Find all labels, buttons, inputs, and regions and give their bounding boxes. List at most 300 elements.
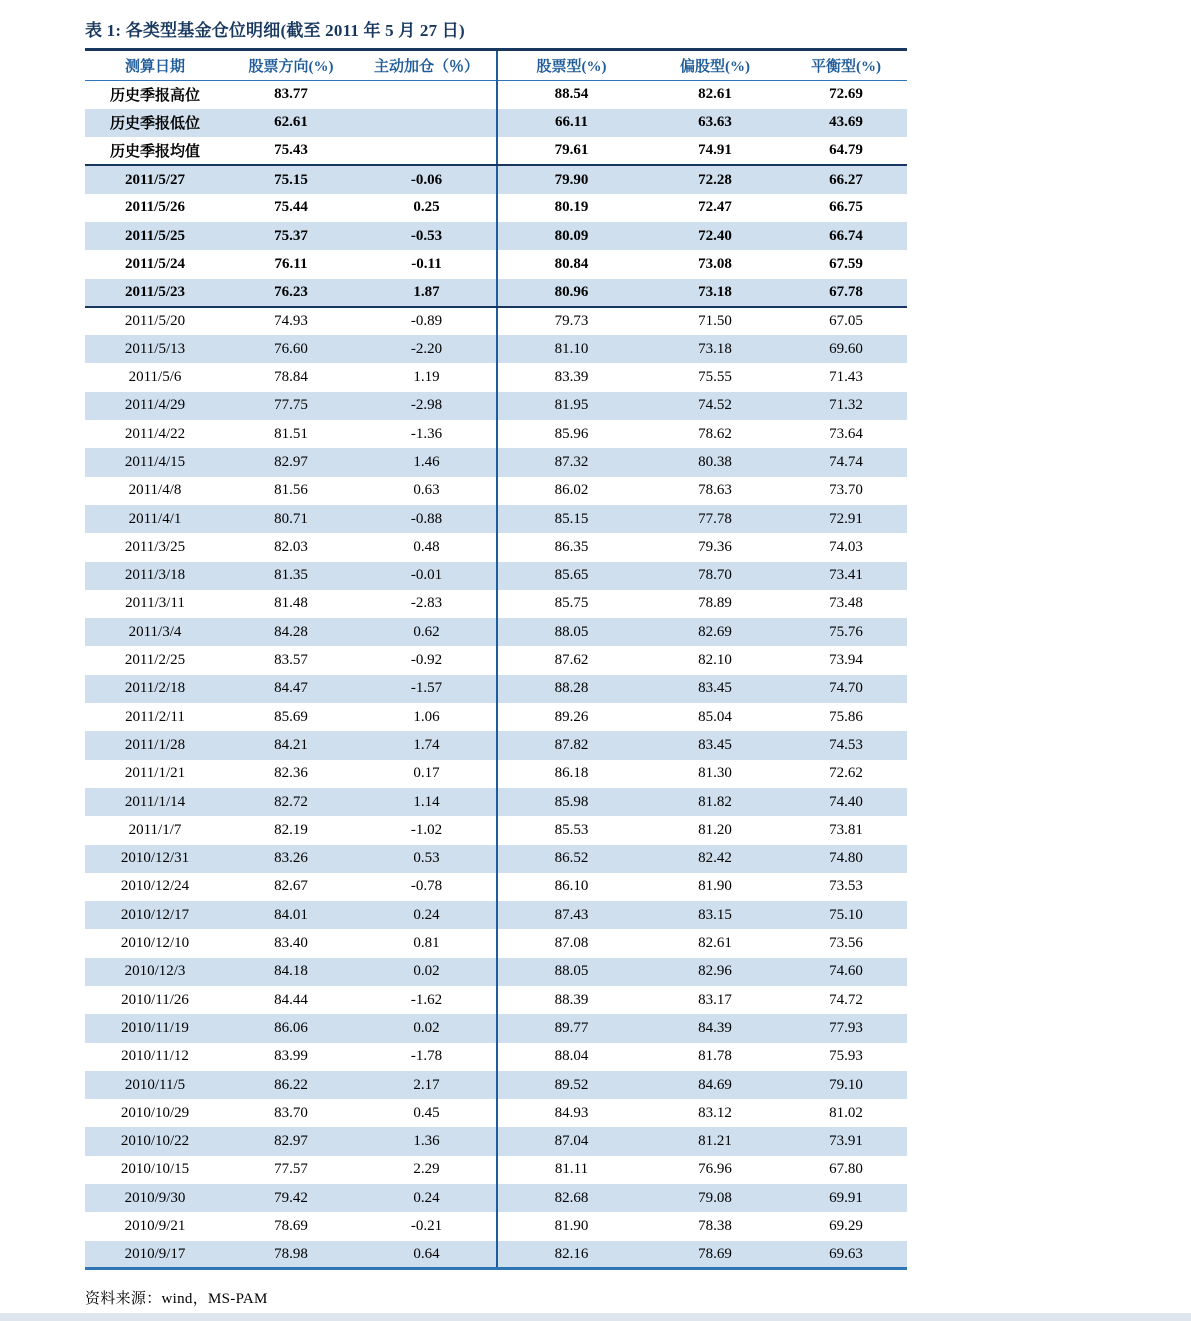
value-cell: 80.84 [554, 255, 589, 272]
value-cell: 82.16 [497, 1241, 645, 1269]
value-cell: 75.44 [274, 199, 308, 216]
value-cell: 83.26 [225, 845, 357, 873]
date-cell: 2011/5/25 [85, 222, 225, 250]
value-cell: 89.77 [497, 1014, 645, 1042]
value-cell: 76.96 [698, 1161, 732, 1178]
value-cell: 72.69 [829, 86, 863, 103]
value-cell: 82.10 [698, 652, 732, 669]
value-cell: 85.69 [274, 708, 308, 725]
date-cell: 2011/5/27 [85, 165, 225, 193]
value-cell: 86.18 [554, 765, 589, 782]
table-row [85, 81, 907, 109]
value-cell: -0.21 [357, 1212, 497, 1240]
value-cell: 62.61 [225, 109, 357, 137]
date-cell: 2011/1/21 [124, 765, 186, 782]
value-cell [357, 109, 497, 137]
date-cell: 2010/12/17 [85, 901, 225, 929]
date-cell: 2010/9/30 [85, 1184, 225, 1212]
value-cell: -0.01 [357, 562, 497, 590]
value-cell: 83.57 [274, 652, 308, 669]
value-cell: 83.77 [274, 86, 308, 103]
table-title: 表 1: 各类型基金仓位明细(截至 2011 年 5 月 27 日) [85, 21, 465, 40]
value-cell: 78.63 [698, 482, 732, 499]
value-cell: 71.43 [829, 369, 863, 386]
date-cell: 2011/2/25 [124, 652, 186, 669]
value-cell: 81.30 [698, 765, 732, 782]
value-cell: 76.23 [225, 279, 357, 307]
date-cell: 2010/10/22 [85, 1127, 225, 1155]
value-cell: 1.87 [357, 279, 497, 307]
value-cell: 83.12 [698, 1104, 732, 1121]
value-cell: 66.75 [829, 199, 863, 216]
table-row [85, 675, 907, 703]
value-cell: 88.05 [497, 958, 645, 986]
value-cell: 0.53 [357, 845, 497, 873]
value-cell: 79.08 [645, 1184, 785, 1212]
value-cell: 74.74 [785, 448, 907, 476]
value-cell: 85.15 [497, 505, 645, 533]
table-row [85, 562, 907, 590]
table-row [85, 1212, 907, 1240]
table-row [85, 307, 907, 335]
value-cell: 72.28 [645, 165, 785, 193]
value-cell: 77.57 [274, 1161, 308, 1178]
date-cell: 2011/1/28 [85, 731, 225, 759]
value-cell: 72.62 [829, 765, 863, 782]
value-cell: 72.47 [698, 199, 732, 216]
table-row [85, 533, 907, 561]
date-cell: 2010/12/3 [85, 958, 225, 986]
value-cell: 73.18 [645, 279, 785, 307]
value-cell: -0.88 [357, 505, 497, 533]
date-cell: 2011/3/11 [125, 595, 185, 612]
value-cell: 74.40 [785, 788, 907, 816]
value-cell: 0.64 [357, 1241, 497, 1269]
value-cell: 79.10 [785, 1071, 907, 1099]
table-row [85, 448, 907, 476]
value-cell: 82.61 [698, 86, 732, 103]
value-cell: 67.05 [829, 313, 863, 330]
value-cell: 79.90 [497, 165, 645, 193]
value-cell: 74.72 [829, 991, 863, 1008]
date-cell: 2010/12/24 [120, 878, 190, 895]
column-header: 偏股型(%) [645, 50, 785, 81]
value-cell: 63.63 [645, 109, 785, 137]
value-cell: 75.93 [829, 1048, 863, 1065]
table-row [85, 477, 907, 505]
table-row [85, 760, 907, 788]
value-cell: 78.98 [225, 1241, 357, 1269]
report-table-section [85, 14, 907, 1308]
value-cell: 87.43 [497, 901, 645, 929]
value-cell: 74.93 [274, 313, 308, 330]
table-row [85, 929, 907, 957]
value-cell: 81.48 [274, 595, 308, 612]
value-cell: 74.60 [785, 958, 907, 986]
value-cell: 86.06 [225, 1014, 357, 1042]
table-row [85, 788, 907, 816]
value-cell: 79.61 [497, 137, 645, 165]
value-cell: 0.62 [357, 618, 497, 646]
value-cell: 84.01 [225, 901, 357, 929]
table-row [85, 986, 907, 1014]
value-cell: 81.10 [497, 335, 645, 363]
value-cell: 85.75 [554, 595, 589, 612]
value-cell: 1.74 [357, 731, 497, 759]
date-cell: 2011/5/23 [85, 279, 225, 307]
value-cell: 86.52 [497, 845, 645, 873]
value-cell: 83.40 [274, 935, 308, 952]
value-cell: 82.03 [274, 538, 308, 555]
value-cell: 2.17 [357, 1071, 497, 1099]
date-cell: 2011/4/8 [128, 482, 182, 499]
value-cell [357, 137, 497, 165]
value-cell: 69.29 [829, 1218, 863, 1235]
value-cell: -1.02 [357, 816, 497, 844]
value-cell: 87.32 [497, 448, 645, 476]
value-cell: 75.10 [785, 901, 907, 929]
value-cell: 84.44 [274, 991, 308, 1008]
value-cell: 82.36 [274, 765, 308, 782]
value-cell: 0.17 [357, 760, 497, 788]
date-cell: 2011/4/15 [85, 448, 225, 476]
value-cell: 88.39 [554, 991, 589, 1008]
value-cell: 75.43 [225, 137, 357, 165]
date-cell: 2011/2/18 [85, 675, 225, 703]
table-row [85, 137, 907, 165]
value-cell: 72.91 [785, 505, 907, 533]
date-cell: 2011/5/26 [124, 199, 185, 216]
value-cell: 77.75 [225, 392, 357, 420]
column-header: 测算日期 [85, 50, 225, 81]
value-cell: 82.96 [645, 958, 785, 986]
date-cell: 2011/5/6 [128, 369, 182, 386]
value-cell: 79.36 [698, 538, 732, 555]
value-cell: -0.92 [357, 646, 497, 674]
value-cell: 86.10 [554, 878, 589, 895]
value-cell: 74.52 [645, 392, 785, 420]
table-row [85, 1014, 907, 1042]
table-row [85, 958, 907, 986]
value-cell: 81.11 [554, 1161, 589, 1178]
date-cell: 2010/11/19 [85, 1014, 225, 1042]
value-cell: 83.99 [274, 1048, 308, 1065]
page-bottom-strip [0, 1313, 1191, 1321]
value-cell: 83.45 [645, 675, 785, 703]
value-cell: 82.69 [645, 618, 785, 646]
value-cell: 84.28 [225, 618, 357, 646]
value-cell: 85.96 [554, 425, 589, 442]
table-row [85, 590, 907, 618]
value-cell: 73.53 [829, 878, 863, 895]
value-cell: 84.47 [225, 675, 357, 703]
value-cell: 75.37 [225, 222, 357, 250]
table-row [85, 335, 907, 363]
value-cell: 86.22 [225, 1071, 357, 1099]
table-row [85, 363, 907, 391]
source-note: 资料来源：wind，MS-PAM [85, 1291, 268, 1308]
value-cell: 76.11 [274, 255, 308, 272]
value-cell: -2.83 [357, 590, 497, 618]
value-cell: 2.29 [357, 1156, 497, 1184]
table-row [85, 1071, 907, 1099]
table-row [85, 165, 907, 193]
table-row [85, 109, 907, 137]
table-row [85, 1127, 907, 1155]
table-row [85, 392, 907, 420]
table-row [85, 505, 907, 533]
value-cell: 85.53 [554, 821, 589, 838]
value-cell: -1.57 [357, 675, 497, 703]
value-cell: 88.04 [554, 1048, 589, 1065]
date-cell: 历史季报低位 [85, 109, 225, 137]
value-cell: 85.65 [497, 562, 645, 590]
table-row [85, 250, 907, 278]
value-cell: 66.74 [785, 222, 907, 250]
value-cell: 86.35 [554, 538, 589, 555]
date-cell: 2011/5/20 [124, 313, 186, 330]
value-cell: 79.42 [225, 1184, 357, 1212]
value-cell: 77.78 [645, 505, 785, 533]
fund-position-table [85, 48, 907, 1270]
date-cell: 2010/10/29 [120, 1104, 190, 1121]
date-cell: 2011/2/11 [125, 708, 185, 725]
date-cell: 2011/4/22 [124, 425, 186, 442]
date-cell: 2011/3/4 [85, 618, 225, 646]
value-cell: 78.62 [698, 425, 732, 442]
value-cell: 74.03 [829, 538, 863, 555]
value-cell: 78.70 [645, 562, 785, 590]
value-cell: 81.02 [829, 1104, 863, 1121]
date-cell: 2011/4/1 [85, 505, 225, 533]
column-header: 股票方向(%) [225, 50, 357, 81]
value-cell: 82.67 [274, 878, 308, 895]
date-cell: 历史季报高位 [109, 88, 200, 105]
table-row [85, 420, 907, 448]
value-cell: 82.97 [225, 448, 357, 476]
value-cell: 0.81 [357, 929, 497, 957]
column-header: 平衡型(%) [785, 50, 907, 81]
value-cell: 75.86 [829, 708, 863, 725]
value-cell: 81.90 [554, 1218, 589, 1235]
value-cell: 83.45 [645, 731, 785, 759]
value-cell: 82.19 [274, 821, 308, 838]
value-cell: 1.19 [357, 363, 497, 391]
table-header [85, 50, 907, 81]
date-cell: 2010/10/15 [120, 1161, 190, 1178]
value-cell: 78.69 [274, 1218, 308, 1235]
table-row [85, 1184, 907, 1212]
value-cell: 81.78 [698, 1048, 732, 1065]
value-cell: 83.15 [645, 901, 785, 929]
table-row [85, 222, 907, 250]
value-cell: 73.18 [645, 335, 785, 363]
value-cell: 87.04 [497, 1127, 645, 1155]
value-cell: 1.46 [357, 448, 497, 476]
value-cell: 84.39 [645, 1014, 785, 1042]
value-cell: 85.98 [497, 788, 645, 816]
date-cell: 2011/5/13 [85, 335, 225, 363]
value-cell: 78.38 [698, 1218, 732, 1235]
value-cell: 0.24 [357, 1184, 497, 1212]
date-cell: 2011/4/29 [85, 392, 225, 420]
value-cell [357, 81, 497, 109]
table-row [85, 901, 907, 929]
value-cell: 81.35 [225, 562, 357, 590]
value-cell: 76.60 [225, 335, 357, 363]
value-cell: -1.36 [357, 420, 497, 448]
value-cell: -2.98 [357, 392, 497, 420]
header-row [85, 50, 907, 81]
value-cell: 77.93 [785, 1014, 907, 1042]
table-body [85, 81, 907, 1269]
value-cell: 73.08 [698, 255, 732, 272]
value-cell: 81.90 [698, 878, 732, 895]
date-cell: 2010/11/5 [85, 1071, 225, 1099]
value-cell: 0.24 [357, 901, 497, 929]
value-cell: 82.97 [225, 1127, 357, 1155]
value-cell: 86.02 [554, 482, 589, 499]
value-cell: 84.21 [225, 731, 357, 759]
value-cell: 0.63 [357, 477, 497, 505]
value-cell: 87.82 [497, 731, 645, 759]
date-cell: 2010/12/31 [85, 845, 225, 873]
value-cell: 88.28 [497, 675, 645, 703]
value-cell: 74.80 [785, 845, 907, 873]
value-cell: 73.94 [829, 652, 863, 669]
table-row [85, 1043, 907, 1071]
date-cell: 2010/11/26 [121, 991, 189, 1008]
column-header: 股票型(%) [497, 50, 645, 81]
value-cell: 69.63 [785, 1241, 907, 1269]
date-cell: 历史季报均值 [85, 137, 225, 165]
value-cell: 73.56 [829, 935, 863, 952]
date-cell: 2010/11/12 [121, 1048, 189, 1065]
value-cell: 84.18 [225, 958, 357, 986]
table-row [85, 731, 907, 759]
value-cell: 80.71 [225, 505, 357, 533]
value-cell: 0.48 [357, 533, 497, 561]
value-cell: 80.09 [497, 222, 645, 250]
value-cell: 80.19 [554, 199, 589, 216]
value-cell: 73.81 [829, 821, 863, 838]
value-cell: -0.78 [357, 873, 497, 901]
table-row [85, 816, 907, 844]
date-cell: 2011/3/18 [85, 562, 225, 590]
table-row [85, 1099, 907, 1127]
date-cell: 2010/12/10 [120, 935, 190, 952]
value-cell: 84.69 [645, 1071, 785, 1099]
value-cell: 71.32 [785, 392, 907, 420]
value-cell: 87.08 [554, 935, 589, 952]
date-cell: 2011/1/14 [85, 788, 225, 816]
value-cell: 83.17 [698, 991, 732, 1008]
value-cell: 69.91 [785, 1184, 907, 1212]
value-cell: 85.04 [698, 708, 732, 725]
value-cell: 88.54 [554, 86, 589, 103]
value-cell: 66.27 [785, 165, 907, 193]
value-cell: 73.41 [785, 562, 907, 590]
value-cell: -0.06 [357, 165, 497, 193]
value-cell: 82.61 [698, 935, 732, 952]
table-row [85, 1156, 907, 1184]
value-cell: 74.53 [785, 731, 907, 759]
value-cell: 78.84 [274, 369, 308, 386]
value-cell: -0.53 [357, 222, 497, 250]
value-cell: 81.95 [497, 392, 645, 420]
date-cell: 2011/3/25 [124, 538, 186, 555]
value-cell: 73.70 [829, 482, 863, 499]
value-cell: 73.64 [829, 425, 863, 442]
value-cell: 88.05 [497, 618, 645, 646]
date-cell: 2011/5/24 [124, 255, 185, 272]
value-cell: -1.62 [357, 986, 497, 1014]
table-row [85, 703, 907, 731]
value-cell: 64.79 [785, 137, 907, 165]
value-cell: 73.91 [785, 1127, 907, 1155]
value-cell: 73.48 [829, 595, 863, 612]
value-cell: 82.42 [645, 845, 785, 873]
table-row [85, 873, 907, 901]
date-cell: 2010/9/21 [124, 1218, 186, 1235]
value-cell: 81.56 [274, 482, 308, 499]
value-cell: 82.68 [497, 1184, 645, 1212]
value-cell: 74.91 [645, 137, 785, 165]
value-cell: 0.25 [357, 194, 497, 222]
value-cell: 75.55 [698, 369, 732, 386]
value-cell: 69.60 [785, 335, 907, 363]
value-cell: 81.21 [645, 1127, 785, 1155]
value-cell: 67.78 [785, 279, 907, 307]
value-cell: 79.73 [554, 313, 589, 330]
value-cell: 89.26 [554, 708, 589, 725]
value-cell: 81.82 [645, 788, 785, 816]
value-cell: 1.36 [357, 1127, 497, 1155]
value-cell: 80.96 [497, 279, 645, 307]
value-cell: 78.69 [645, 1241, 785, 1269]
value-cell: 83.39 [554, 369, 589, 386]
value-cell: 81.51 [274, 425, 308, 442]
value-cell: 74.70 [785, 675, 907, 703]
date-cell: 2011/1/7 [128, 821, 182, 838]
table-row [85, 618, 907, 646]
value-cell: 66.11 [497, 109, 645, 137]
table-row [85, 646, 907, 674]
value-cell: 75.15 [225, 165, 357, 193]
table-row [85, 1241, 907, 1269]
value-cell: -2.20 [357, 335, 497, 363]
value-cell: 75.76 [785, 618, 907, 646]
value-cell: 81.20 [698, 821, 732, 838]
value-cell: -1.78 [357, 1043, 497, 1071]
value-cell: 67.80 [829, 1161, 863, 1178]
value-cell: 0.02 [357, 958, 497, 986]
value-cell: 84.93 [554, 1104, 589, 1121]
value-cell: 83.70 [274, 1104, 308, 1121]
value-cell: 80.38 [645, 448, 785, 476]
value-cell: 0.45 [357, 1099, 497, 1127]
value-cell: -0.89 [357, 307, 497, 335]
table-row [85, 845, 907, 873]
table-row [85, 279, 907, 307]
value-cell: 71.50 [698, 313, 732, 330]
value-cell: -0.11 [357, 250, 497, 278]
value-cell: 72.40 [645, 222, 785, 250]
value-cell: 87.62 [554, 652, 589, 669]
column-header: 主动加仓（％） [357, 50, 497, 81]
value-cell: 1.14 [357, 788, 497, 816]
value-cell: 0.02 [357, 1014, 497, 1042]
